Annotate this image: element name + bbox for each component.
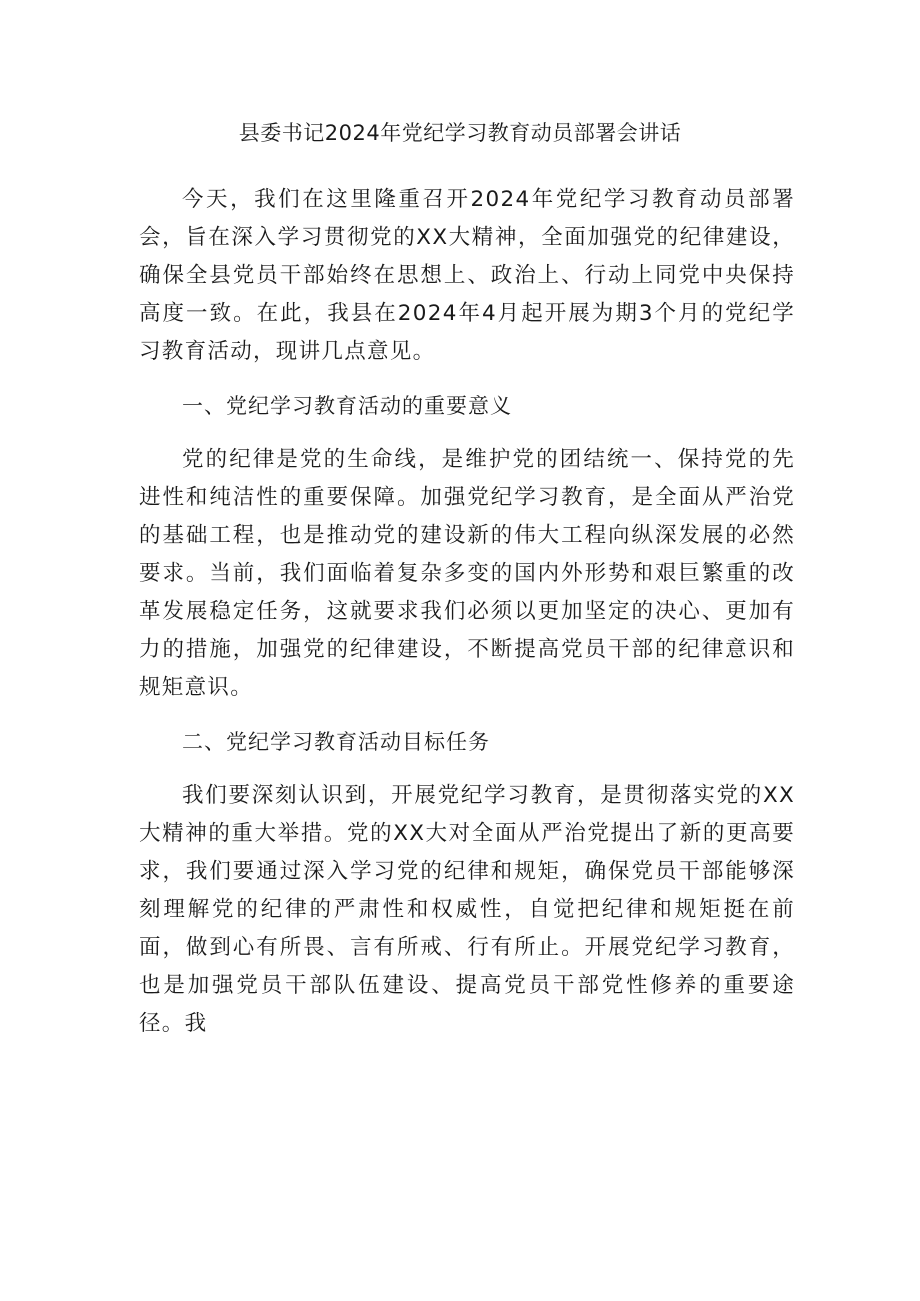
section-heading-2: 二、党纪学习教育活动目标任务 xyxy=(182,730,490,754)
paragraph-objectives: 我们要深刻认识到，开展党纪学习教育，是贯彻落实党的XX大精神的重大举措。党的XX大对全面从严治党提出了新的更高要求，我们要通过深入学习党的纪律和规矩，确保党员干部能够深刻理解党的纪律的严肃性和权威性，自觉把纪律和规矩挺在前面，做到心有所畏、言有所戒、行有所止。开展党纪学习教育，也是加强党员干部队伍建设、提高党员干部党性修养的重要途径。我 xyxy=(139,783,795,1036)
document-body xyxy=(139,181,795,1043)
section-heading-1: 一、党纪学习教育活动的重要意义 xyxy=(182,394,512,418)
paragraph-significance: 党的纪律是党的生命线，是维护党的团结统一、保持党的先进性和纯洁性的重要保障。加强党纪学习教育，是全面从严治党的基础工程，也是推动党的建设新的伟大工程向纵深发展的必然要求。当前，我们面临着复杂多变的国内外形势和艰巨繁重的改革发展稳定任务，这就要求我们必须以更加坚定的决心、更加有力的措施，加强党的纪律建设，不断提高党员干部的纪律意识和规矩意识。 xyxy=(139,447,795,700)
document-title: 县委书记2024年党纪学习教育动员部署会讲话 xyxy=(238,121,682,145)
paragraph-opening: 今天，我们在这里隆重召开2024年党纪学习教育动员部署会，旨在深入学习贯彻党的XX大精神，全面加强党的纪律建设，确保全县党员干部始终在思想上、政治上、行动上同党中央保持高度一致。在此，我县在2024年4月起开展为期3个月的党纪学习教育活动，现讲几点意见。 xyxy=(139,187,795,364)
